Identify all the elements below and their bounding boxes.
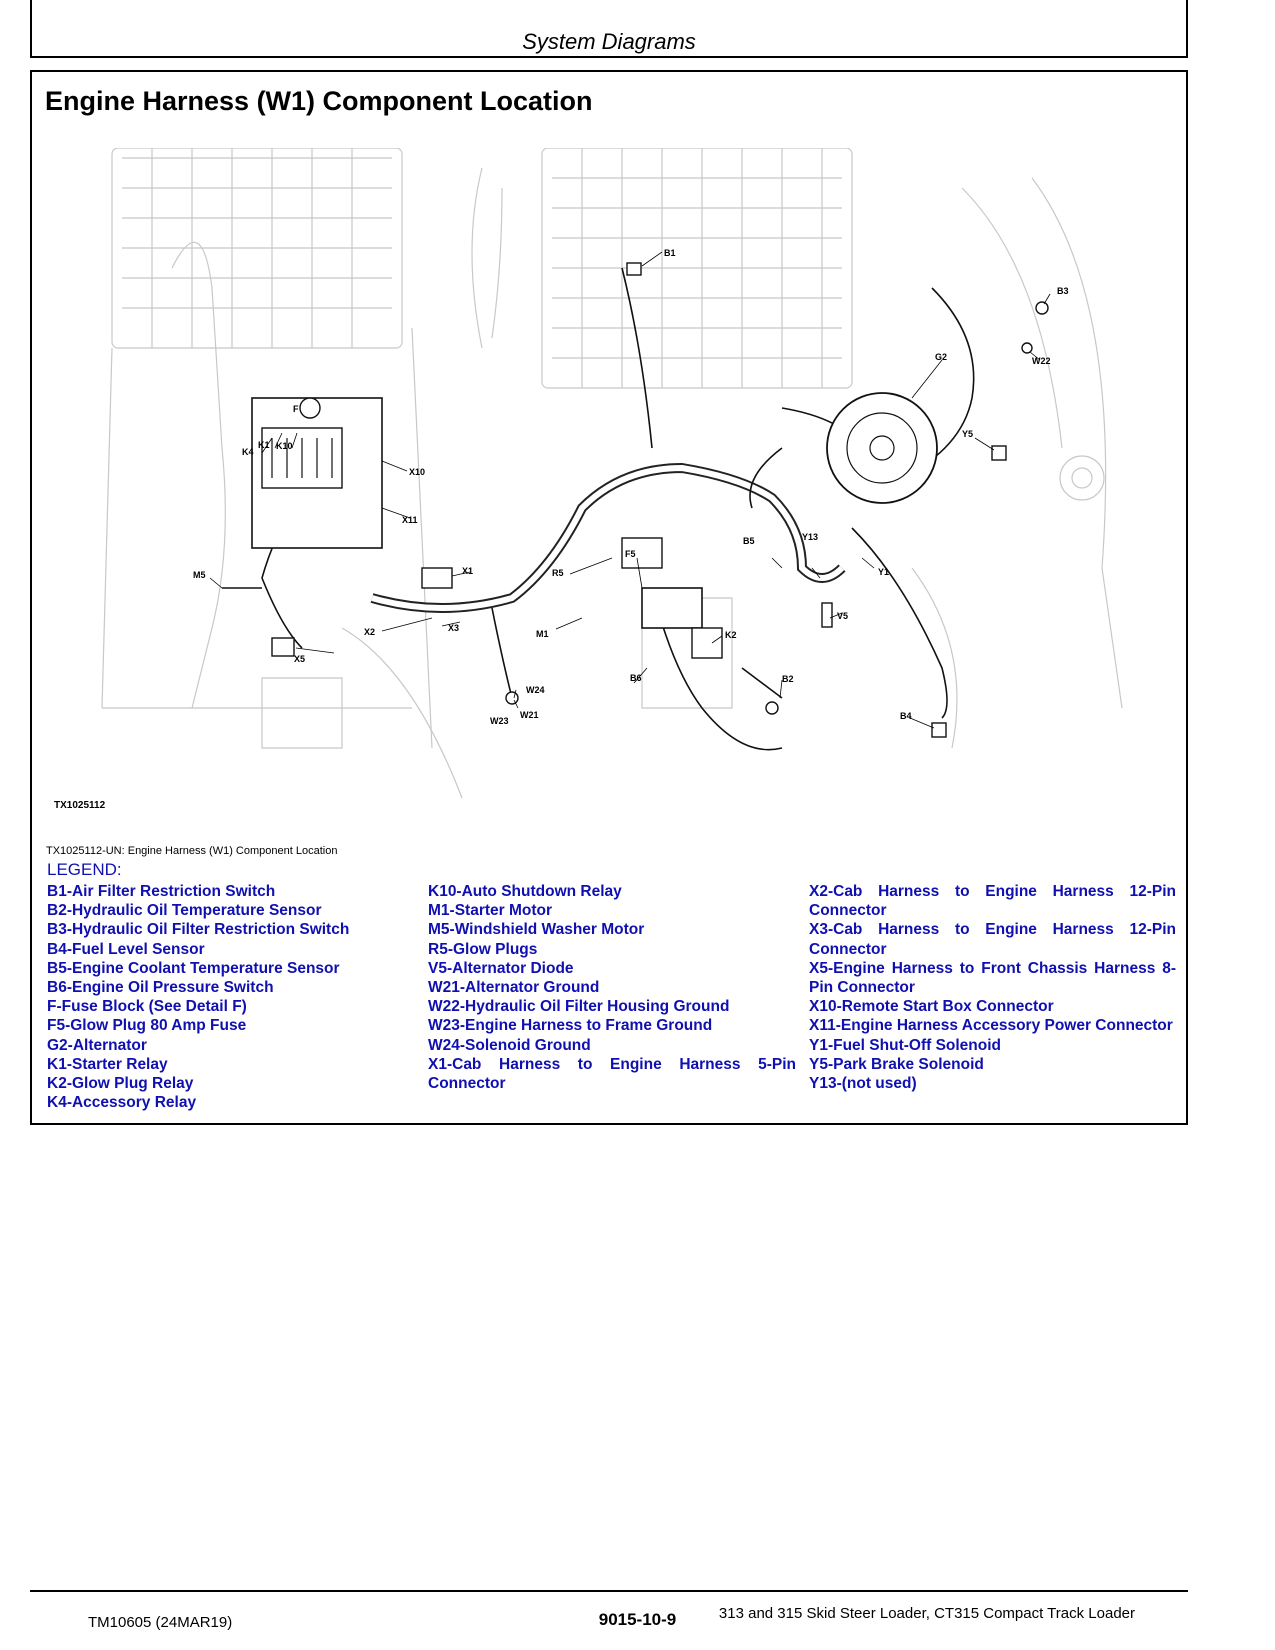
legend-item: R5-Glow Plugs xyxy=(428,940,538,958)
callout-x5: X5 xyxy=(294,654,306,664)
legend-item: X2-Cab Harness to Engine Harness 12-Pin Connector xyxy=(809,883,1176,920)
callout-m1: M1 xyxy=(536,629,549,639)
callout-x10: X10 xyxy=(409,467,426,477)
callout-f5: F5 xyxy=(625,549,636,559)
callout-b3: B3 xyxy=(1057,286,1069,296)
callout-w21: W21 xyxy=(520,710,539,720)
callout-x11: X11 xyxy=(402,515,418,525)
legend-column-2 xyxy=(428,882,796,1093)
footer-rule xyxy=(30,1590,1188,1592)
footer-doc-id: TM10605 (24MAR19) xyxy=(88,1614,233,1631)
callout-k4: K4 xyxy=(242,447,254,457)
legend-item: X11-Engine Harness Accessory Power Connector xyxy=(809,1017,1173,1035)
callout-y5: Y5 xyxy=(962,429,974,439)
legend-item: K4-Accessory Relay xyxy=(47,1094,197,1112)
legend-item: X3-Cab Harness to Engine Harness 12-Pin Connector xyxy=(809,921,1176,958)
legend-item: X1-Cab Harness to Engine Harness 5-Pin Connector xyxy=(428,1055,796,1093)
footer-product: 313 and 315 Skid Steer Loader, CT315 Compact Track Loader xyxy=(718,1605,1135,1622)
callout-b6: B6 xyxy=(630,673,642,683)
legend-item: W24-Solenoid Ground xyxy=(428,1036,591,1054)
legend-item: V5-Alternator Diode xyxy=(428,959,574,977)
callout-w24: W24 xyxy=(526,685,545,695)
legend-item: Y1-Fuel Shut-Off Solenoid xyxy=(809,1036,1002,1054)
legend-item: G2-Alternator xyxy=(47,1036,147,1054)
legend-item: B2-Hydraulic Oil Temperature Sensor xyxy=(47,902,322,920)
callout-w23: W23 xyxy=(490,716,509,726)
figure-id: TX1025112 xyxy=(54,800,106,811)
legend-item: X5-Engine Harness to Front Chassis Harness 8-Pin Connector xyxy=(809,959,1176,997)
legend-item: M5-Windshield Washer Motor xyxy=(428,921,645,939)
callout-w22: W22 xyxy=(1032,356,1051,366)
content-box xyxy=(30,70,1188,1125)
footer-page-number: 9015-10-9 xyxy=(598,1610,677,1629)
header-box xyxy=(30,0,1188,58)
legend-item: B6-Engine Oil Pressure Switch xyxy=(47,979,274,997)
legend-item: B3-Hydraulic Oil Filter Restriction Switch xyxy=(47,921,350,939)
callout-v5: V5 xyxy=(837,611,849,621)
legend-item: Y13-(not used) xyxy=(809,1075,917,1093)
callout-b5: B5 xyxy=(743,536,755,546)
callout-x1: X1 xyxy=(462,566,474,576)
figure-caption: TX1025112-UN: Engine Harness (W1) Component Location xyxy=(46,845,338,857)
legend-item: W21-Alternator Ground xyxy=(428,979,600,997)
callout-b1: B1 xyxy=(664,248,676,258)
callout-y1: Y1 xyxy=(878,567,890,577)
callout-r5: R5 xyxy=(552,568,564,578)
legend-item: F-Fuse Block (See Detail F) xyxy=(47,998,247,1016)
legend-title: LEGEND: xyxy=(47,860,122,879)
callout-k10: K10 xyxy=(276,441,293,451)
legend-item: B4-Fuel Level Sensor xyxy=(47,940,205,958)
callout-f: F xyxy=(293,404,299,414)
legend-item: X10-Remote Start Box Connector xyxy=(809,998,1054,1016)
legend-item: B1-Air Filter Restriction Switch xyxy=(47,883,276,900)
legend-item: M1-Starter Motor xyxy=(428,902,553,920)
legend-column-3 xyxy=(809,882,1176,1093)
callout-x2: X2 xyxy=(364,627,376,637)
harness-diagram xyxy=(82,148,1182,808)
callout-k1: K1 xyxy=(258,440,270,450)
callout-g2: G2 xyxy=(935,352,948,362)
legend-item: F5-Glow Plug 80 Amp Fuse xyxy=(47,1017,247,1035)
callout-x3: X3 xyxy=(448,623,460,633)
legend-item: K1-Starter Relay xyxy=(47,1055,168,1073)
callout-b2: B2 xyxy=(782,674,794,684)
legend-item: K2-Glow Plug Relay xyxy=(47,1075,194,1093)
legend-column-1 xyxy=(47,882,349,1112)
callout-b4: B4 xyxy=(900,711,912,721)
legend-item: B5-Engine Coolant Temperature Sensor xyxy=(47,959,340,977)
page-title: Engine Harness (W1) Component Location xyxy=(45,86,593,116)
callout-y13: Y13 xyxy=(802,532,819,542)
callout-m5: M5 xyxy=(193,570,206,580)
legend-item: W23-Engine Harness to Frame Ground xyxy=(428,1017,713,1035)
legend-item: K10-Auto Shutdown Relay xyxy=(428,883,622,900)
callout-k2: K2 xyxy=(725,630,737,640)
legend-item: W22-Hydraulic Oil Filter Housing Ground xyxy=(428,998,730,1016)
section-header: System Diagrams xyxy=(522,29,696,54)
legend-item: Y5-Park Brake Solenoid xyxy=(809,1055,984,1073)
